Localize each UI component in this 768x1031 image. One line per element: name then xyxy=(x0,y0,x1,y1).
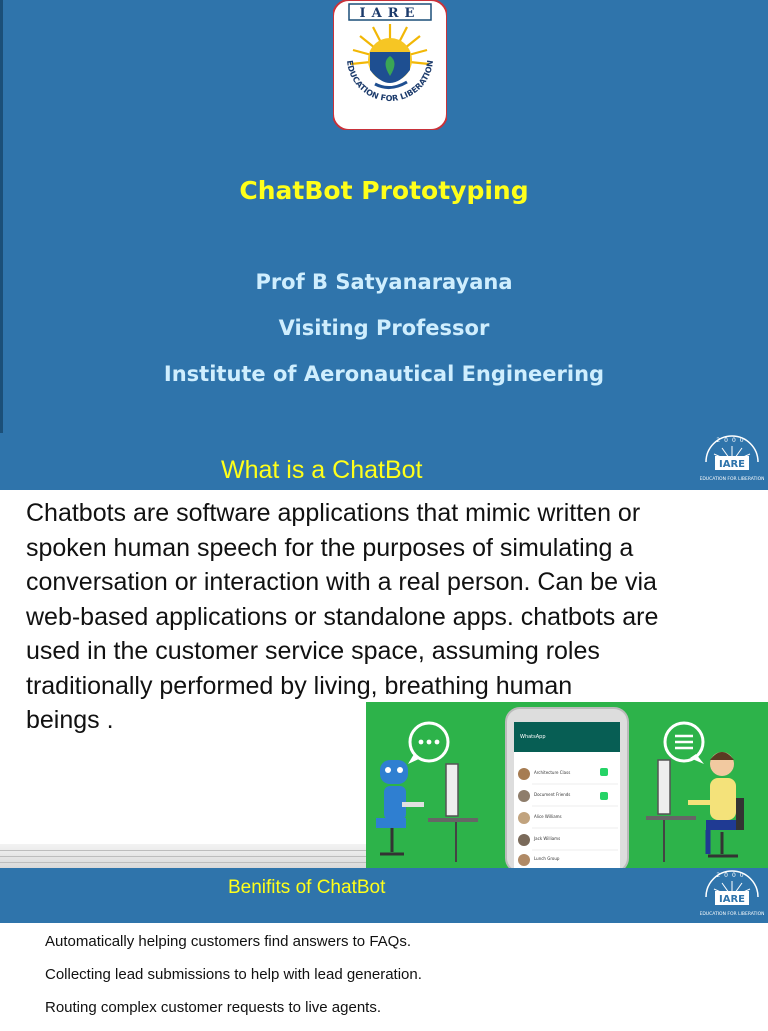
body-line: used in the customer service space, assuming roles xyxy=(26,637,600,665)
chat-name: Document Friends xyxy=(534,792,571,797)
mini-logo-year: 2000 xyxy=(716,872,748,879)
phone-header: WhatsApp xyxy=(520,734,546,740)
chat-bubble-icon xyxy=(408,723,448,764)
benefit-item: Automatically helping customers find answers to FAQs. xyxy=(45,933,411,950)
body-line: Chatbots are software applications that mimic written or xyxy=(26,499,641,527)
chat-name: Jack Williams xyxy=(534,836,561,841)
mini-logo-name: IARE xyxy=(719,459,745,470)
chat-name: Lunch Group xyxy=(534,856,560,861)
chat-name: Alice Williams xyxy=(534,814,562,819)
benefits-list xyxy=(45,932,745,1031)
body-line: spoken human speech for the purposes of simulating a xyxy=(26,533,634,562)
phone-mockup xyxy=(506,708,628,868)
body-line: web-based applications or standalone apps. chatbots are xyxy=(26,602,659,631)
iare-mini-logo xyxy=(700,434,764,484)
benefit-item: Routing complex customer requests to live agents. xyxy=(45,999,381,1016)
presenter-name: Prof B Satyanarayana xyxy=(255,270,513,294)
body-line: conversation or interaction with a real person. Can be via xyxy=(26,568,657,596)
iare-mini-logo xyxy=(700,869,764,919)
mini-logo-ring: EDUCATION FOR LIBERATION xyxy=(700,477,764,482)
benefit-item: Collecting lead submissions to help with lead generation. xyxy=(45,966,422,983)
iare-logo xyxy=(333,0,447,130)
chat-name: Architecture Class xyxy=(534,770,571,775)
mini-logo-year: 2000 xyxy=(716,437,748,444)
logo-ring-text: EDUCATION FOR LIBERATION xyxy=(345,59,436,104)
presenter-role: Visiting Professor xyxy=(278,316,490,340)
slide-title: ChatBot Prototyping xyxy=(239,176,529,205)
benefits-heading: Benifits of ChatBot xyxy=(228,877,386,898)
mini-logo-name: IARE xyxy=(719,894,745,905)
logo-top-text: IARE xyxy=(359,6,421,21)
title-slide xyxy=(0,0,768,433)
chatbot-illustration xyxy=(366,702,768,868)
mini-logo-ring: EDUCATION FOR LIBERATION xyxy=(700,912,764,917)
presenter-institute: Institute of Aeronautical Engineering xyxy=(163,362,605,386)
what-heading: What is a ChatBot xyxy=(221,456,423,484)
footer-strip xyxy=(0,844,368,868)
body-line: traditionally performed by living, breathing human xyxy=(26,671,573,700)
body-line: beings . xyxy=(26,706,114,734)
